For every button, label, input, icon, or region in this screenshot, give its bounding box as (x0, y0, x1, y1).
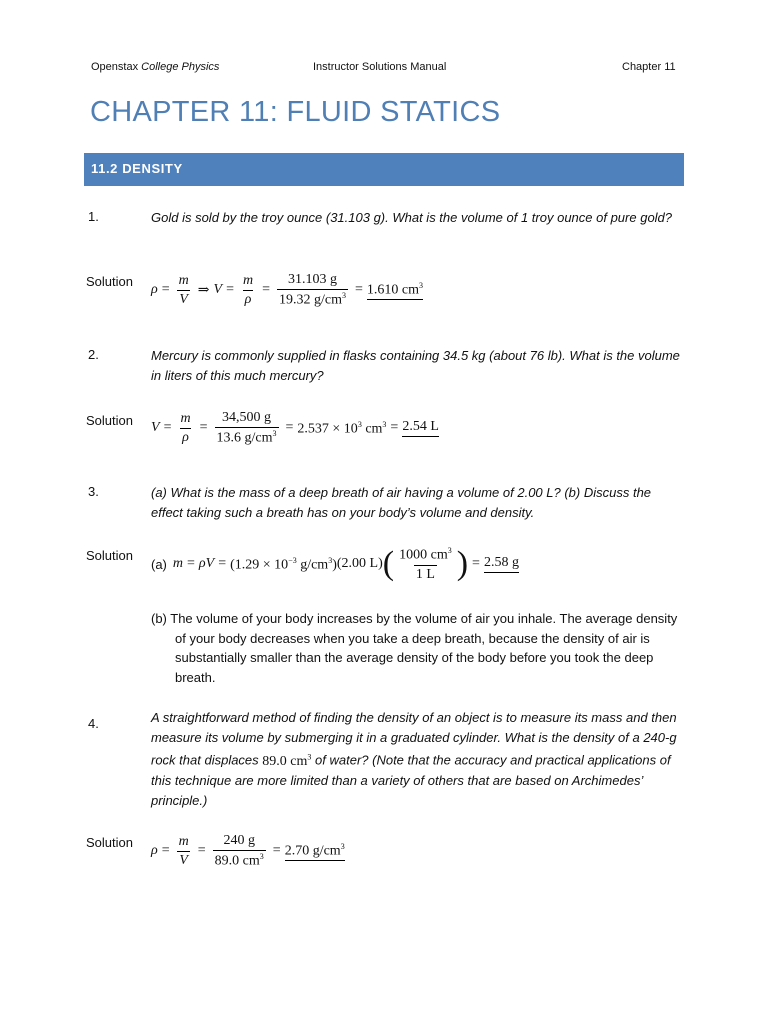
problem-3-part-b: (b) The volume of your body increases by the volume of air you inhale. The average density of your body decreases when you take a deep breath, because the density of air is substantially smaller than the average density of the body before you took the deep breath. (151, 611, 678, 685)
fraction-m-over-rho: $\frac{m}{\rho}$ (242, 272, 254, 307)
section-banner (84, 153, 684, 186)
problem-3-answer: 2.58 g (484, 555, 519, 573)
chapter-title: CHAPTER 11: FLUID STATICS (90, 96, 501, 128)
problem-4-question: A straightforward method of finding the density of an object is to measure its mass and then measure its volume by submerging it in a graduated cylinder. What is the density of a 240-g rock that displaces 89.0 $cm^3$ of water? (Note that the accuracy and practical applications of this technique are more limited than a variety of others that are based on Archimedes’ principle.) (151, 710, 677, 808)
problem-2-solution-label: Solution (86, 413, 133, 428)
problem-4-number: 4. (88, 716, 99, 731)
header-book (91, 61, 219, 73)
problem-3-solution-label: Solution (86, 548, 133, 563)
section-title: 11.2 DENSITY (91, 161, 183, 176)
problem-4-answer: 2.70 $g/cm^3$ (285, 842, 345, 862)
header-chapter: Chapter 11 (622, 61, 676, 73)
density-of-air: ($1.29 \times 10^{-3}$ $g/cm^3$) (230, 555, 337, 573)
problem-1-question: Gold is sold by the troy ounce (31.103 g). What is the volume of 1 troy ounce of pure gold? (151, 210, 673, 225)
problem-3-question: (a) What is the mass of a deep breath of air having a volume of 2.00 L? (b) Discuss the effect taking such a breath has on your body’s volume and density. (151, 485, 652, 520)
problem-2-question: Mercury is commonly supplied in flasks containing 34.5 kg (about 76 lb). What is the volume in liters of this much mercury? (151, 348, 680, 383)
header-manual-title: Instructor Solutions Manual (313, 61, 447, 73)
problem-3-formula: (a) m = ρV = ($1.29 \times 10^{-3}$ $g/cm^3$) (2.00 L) ( $\frac{1000 cm^3}{1 L}$ ) = 2.58 g (151, 545, 519, 583)
displaced-volume: 89.0 $cm^3$ (262, 752, 312, 769)
fraction-values: $\frac{31.103 g}{19.32 g/cm^3}$ (279, 272, 346, 308)
problem-4-formula: ρ = $\frac{m}{V}$ = $\frac{240 g}{89.0 cm^3}$ = 2.70 $g/cm^3$ (151, 833, 345, 869)
header-book-title: College Physics (141, 61, 220, 73)
fraction-values: $\frac{34,500 g}{13.6 g/cm^3}$ (216, 410, 277, 446)
problem-2-number: 2. (88, 347, 99, 362)
problem-1-number: 1. (88, 209, 99, 224)
problem-1-solution-label: Solution (86, 274, 133, 289)
header-brand: Openstax (91, 61, 139, 73)
fraction-m-over-rho: $\frac{m}{\rho}$ (180, 410, 191, 445)
problem-2-formula: V = $\frac{m}{\rho}$ = $\frac{34,500 g}{13.6 g/cm^3}$ = $2.537 \times 10^3$ $cm^3$ = 2.54 L (151, 410, 439, 446)
fraction-m-over-v: $\frac{m}{V}$ (178, 272, 189, 307)
fraction-values: $\frac{240 g}{89.0 cm^3}$ (214, 833, 264, 869)
volume-of-air: (2.00 L) (336, 556, 383, 572)
problem-4-solution-label: Solution (86, 835, 133, 850)
problem-1-formula: ρ = $\frac{m}{V}$ ⇒ V = $\frac{m}{\rho}$ = $\frac{31.103 g}{19.32 g/cm^3}$ = 1.610 $cm^3$ (151, 272, 424, 308)
intermediate-value: $2.537 \times 10^3$ $cm^3$ (297, 419, 387, 437)
problem-1-answer: 1.610 $cm^3$ (367, 281, 423, 301)
fraction-m-over-v: $\frac{m}{V}$ (178, 833, 189, 868)
problem-2-answer: 2.54 L (402, 419, 439, 437)
problem-3-number: 3. (88, 484, 99, 499)
conversion-factor: $\frac{1000 cm^3}{1 L}$ (399, 546, 452, 582)
